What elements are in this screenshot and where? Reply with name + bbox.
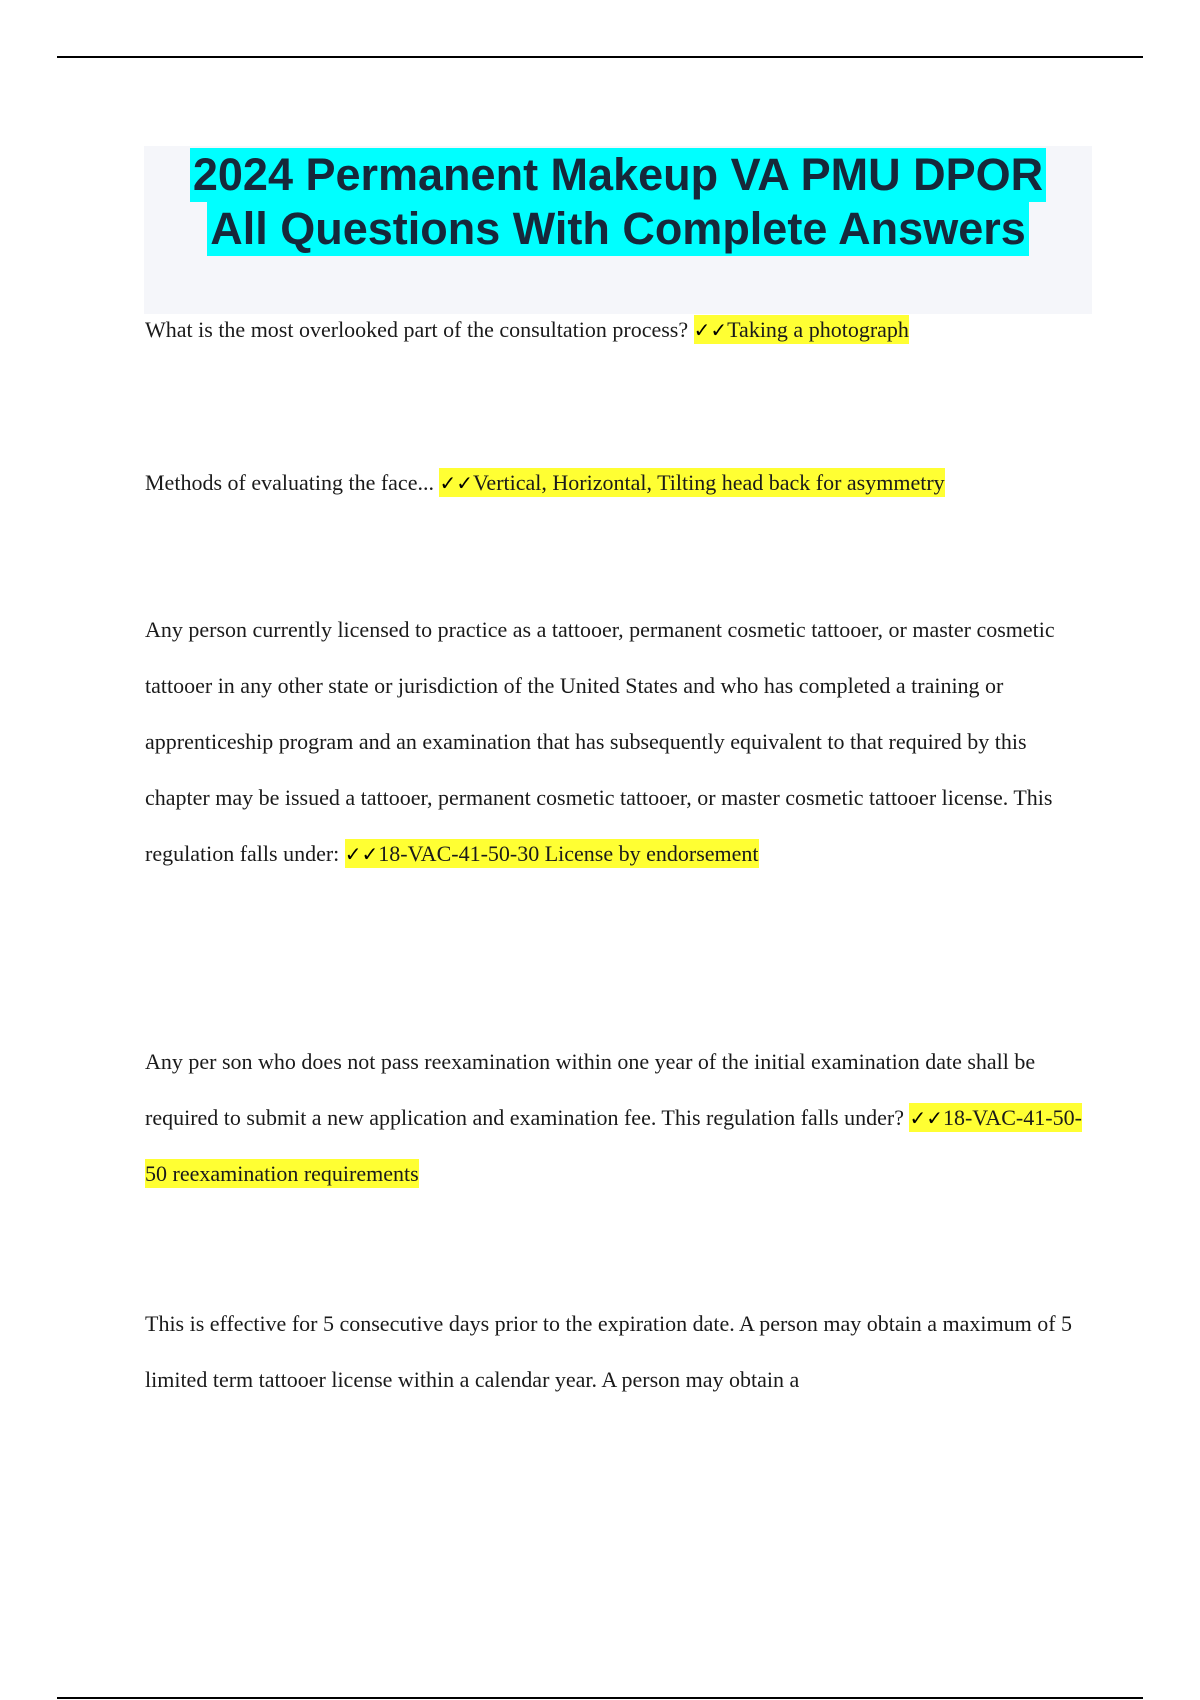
question-text: This is effective for 5 consecutive days prior to the expiration date. A person may obtain a maximum of 5 limited term tattooer license within a calendar year. A person may obtain a (145, 1311, 1073, 1392)
qa-item-3 (145, 602, 1085, 882)
answer-text: 18-VAC-41-50-50 reexamination requirements (145, 1105, 1082, 1186)
qa-item-4 (145, 1034, 1085, 1202)
qa-item-5 (145, 1296, 1085, 1408)
answer-highlight (345, 839, 759, 868)
title-line-1: 2024 Permanent Makeup VA PMU DPOR (190, 148, 1046, 202)
bottom-rule (57, 1697, 1143, 1699)
answer-text: 18-VAC-41-50-30 License by endorsement (378, 841, 759, 866)
question-text: Any person currently licensed to practice as a tattooer, permanent cosmetic tattooer, or master cosmetic tattooer in any other state or jurisdiction of the United States and who has completed a training or apprenticeship program and an examination that has subsequently equivalent to that required by this chapter may be issued a tattooer, permanent cosmetic tattooer, or master cosmetic tattooer license. This regulation falls under: (145, 617, 1055, 866)
answer-highlight (439, 468, 944, 497)
check-icon: ✓✓ (344, 842, 379, 866)
check-icon: ✓✓ (439, 471, 473, 495)
title-line-2: All Questions With Complete Answers (207, 202, 1029, 256)
document-title (144, 146, 1092, 314)
check-icon: ✓✓ (693, 318, 728, 342)
qa-item-1 (145, 302, 1085, 358)
question-text: What is the most overlooked part of the consultation process? (145, 317, 689, 342)
top-rule (57, 56, 1143, 58)
answer-text: Vertical, Horizontal, Tilting head back for asymmetry (472, 470, 945, 495)
question-text: Methods of evaluating the face... (145, 470, 434, 495)
qa-item-2 (145, 455, 1085, 511)
check-icon: ✓✓ (909, 1106, 943, 1130)
answer-highlight (694, 315, 909, 344)
question-text: Any per son who does not pass reexamination within one year of the initial examination date shall be required to submit a new application and examination fee. This regulation falls under? (145, 1049, 1036, 1130)
answer-text: Taking a photograph (727, 317, 909, 342)
